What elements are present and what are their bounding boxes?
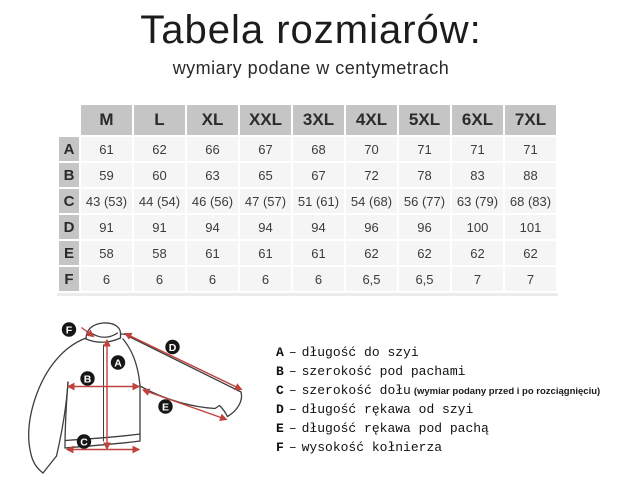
size-table-header-row [59, 105, 556, 135]
size-cell: 44 (54) [134, 189, 185, 213]
size-cell: 54 (68) [346, 189, 397, 213]
size-cell: 6 [293, 267, 344, 291]
size-cell: 46 (56) [187, 189, 238, 213]
column-header-6xl: 6XL [452, 105, 503, 135]
marker-B [80, 371, 94, 385]
size-cell: 66 [187, 137, 238, 161]
size-cell: 68 (83) [505, 189, 556, 213]
size-cell: 70 [346, 137, 397, 161]
legend-key: D [276, 402, 284, 417]
size-cell: 72 [346, 163, 397, 187]
size-cell: 61 [293, 241, 344, 265]
column-header-7xl: 7XL [505, 105, 556, 135]
column-header-xl: XL [187, 105, 238, 135]
legend-text: długość do szyi [301, 345, 419, 360]
row-label-f: F [59, 267, 79, 291]
size-cell: 91 [134, 215, 185, 239]
size-cell: 63 [187, 163, 238, 187]
right-sleeve-bottom [140, 386, 228, 417]
legend-line-f [276, 438, 600, 457]
marker-B-label: B [83, 373, 92, 386]
size-table [57, 103, 558, 296]
size-cell: 94 [293, 215, 344, 239]
size-cell: 88 [505, 163, 556, 187]
marker-F [62, 322, 76, 336]
legend-key: A [276, 345, 284, 360]
size-cell: 83 [452, 163, 503, 187]
size-cell: 61 [240, 241, 291, 265]
marker-D [165, 340, 179, 354]
size-cell: 6 [187, 267, 238, 291]
collar-neckline [86, 338, 121, 342]
size-cell: 71 [399, 137, 450, 161]
size-table-row-b [59, 163, 556, 187]
row-label-e: E [59, 241, 79, 265]
legend-line-c [276, 381, 600, 400]
size-cell: 71 [505, 137, 556, 161]
size-cell: 91 [81, 215, 132, 239]
legend-key: C [276, 383, 284, 398]
marker-C-label: C [80, 436, 88, 449]
legend-separator: – [288, 421, 297, 436]
size-cell: 62 [399, 241, 450, 265]
size-cell: 67 [293, 163, 344, 187]
legend-note: (wymiar podany przed i po rozciągnięciu) [413, 386, 601, 397]
size-cell: 51 (61) [293, 189, 344, 213]
marker-F-label: F [65, 324, 73, 337]
size-cell: 63 (79) [452, 189, 503, 213]
size-cell: 78 [399, 163, 450, 187]
size-table-row-a [59, 137, 556, 161]
page-subtitle: wymiary podane w centymetrach [172, 58, 450, 78]
legend-key: F [276, 440, 284, 455]
size-cell: 56 (77) [399, 189, 450, 213]
row-label-b: B [59, 163, 79, 187]
size-cell: 43 (53) [81, 189, 132, 213]
legend-key: B [276, 364, 284, 379]
legend-separator: – [288, 440, 297, 455]
size-cell: 71 [452, 137, 503, 161]
collar-inner-curve [90, 332, 118, 337]
size-cell: 6 [240, 267, 291, 291]
size-cell: 94 [187, 215, 238, 239]
size-cell: 62 [346, 241, 397, 265]
legend-line-e [276, 419, 600, 438]
arrow-D [125, 334, 242, 390]
size-cell: 61 [187, 241, 238, 265]
size-table-head [59, 105, 556, 135]
body-left-edge [65, 382, 68, 448]
size-table-corner [59, 105, 79, 135]
size-table-row-d [59, 215, 556, 239]
column-header-3xl: 3XL [293, 105, 344, 135]
marker-C [77, 434, 91, 448]
measurement-arrows [67, 328, 242, 450]
size-cell: 62 [505, 241, 556, 265]
marker-A [111, 355, 125, 369]
size-table-body [59, 137, 556, 291]
size-cell: 58 [134, 241, 185, 265]
measurement-legend [276, 343, 600, 457]
legend-text: długość rękawa pod pachą [301, 421, 489, 436]
legend-key: E [276, 421, 284, 436]
column-header-4xl: 4XL [346, 105, 397, 135]
size-cell: 47 (57) [240, 189, 291, 213]
size-cell: 7 [452, 267, 503, 291]
legend-separator: – [288, 402, 297, 417]
size-cell: 61 [81, 137, 132, 161]
size-cell: 58 [81, 241, 132, 265]
jacket-outline [29, 323, 242, 473]
row-label-c: C [59, 189, 79, 213]
marker-E [158, 399, 172, 413]
size-cell: 62 [452, 241, 503, 265]
jacket-measurement-diagram [8, 316, 270, 488]
size-table-row-f [59, 267, 556, 291]
column-header-m: M [81, 105, 132, 135]
right-sleeve-top [121, 334, 241, 392]
legend-line-a [276, 343, 600, 362]
arrow-E [143, 390, 227, 420]
column-header-xxl: XXL [240, 105, 291, 135]
marker-E-label: E [161, 401, 170, 414]
size-cell: 96 [346, 215, 397, 239]
legend-text: szerokość pod pachami [301, 364, 466, 379]
size-cell: 94 [240, 215, 291, 239]
right-cuff [228, 392, 242, 417]
size-cell: 6,5 [346, 267, 397, 291]
marker-A-label: A [114, 357, 122, 370]
legend-text: szerokość dołu [301, 383, 411, 398]
size-cell: 68 [293, 137, 344, 161]
marker-D-label: D [168, 341, 177, 354]
row-label-d: D [59, 215, 79, 239]
arrow-F [82, 328, 94, 337]
page-title: Tabela rozmiarów: [140, 8, 482, 52]
legend-line-b [276, 362, 600, 381]
size-cell: 101 [505, 215, 556, 239]
size-cell: 60 [134, 163, 185, 187]
size-table-row-c [59, 189, 556, 213]
row-label-a: A [59, 137, 79, 161]
size-cell: 96 [399, 215, 450, 239]
legend-line-d [276, 400, 600, 419]
size-cell: 62 [134, 137, 185, 161]
jacket-diagram-svg [8, 316, 270, 488]
size-cell: 67 [240, 137, 291, 161]
left-cuff [43, 456, 57, 473]
legend-text: wysokość kołnierza [301, 440, 443, 455]
legend-separator: – [288, 383, 297, 398]
body-bottom-edge [65, 441, 140, 448]
right-armhole-seam [123, 339, 140, 386]
legend-separator: – [288, 345, 297, 360]
size-cell: 6 [81, 267, 132, 291]
size-cell: 100 [452, 215, 503, 239]
size-cell: 59 [81, 163, 132, 187]
legend-separator: – [288, 364, 297, 379]
column-header-l: L [134, 105, 185, 135]
column-header-5xl: 5XL [399, 105, 450, 135]
hem-seam [65, 434, 140, 441]
size-cell: 6,5 [399, 267, 450, 291]
size-cell: 6 [134, 267, 185, 291]
size-table-row-e [59, 241, 556, 265]
size-cell: 65 [240, 163, 291, 187]
size-cell: 7 [505, 267, 556, 291]
legend-text: długość rękawa od szyi [301, 402, 474, 417]
